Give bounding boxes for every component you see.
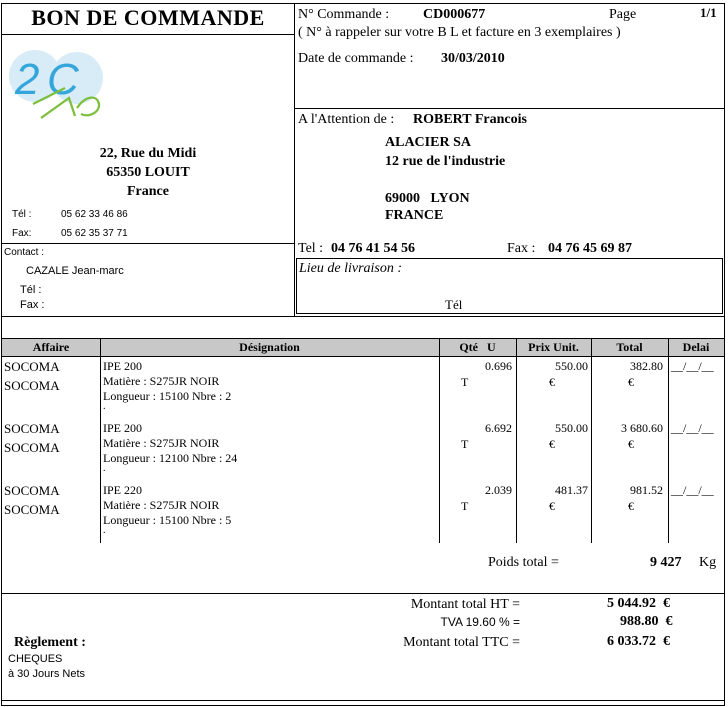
row-price-currency: €	[549, 437, 555, 451]
row-unit: T	[461, 499, 469, 513]
row-delai: __/__/__	[671, 483, 714, 497]
row-designation-1: IPE 220	[103, 483, 142, 497]
row-price-currency: €	[549, 375, 555, 389]
frame-bottom	[1, 705, 725, 706]
row-delai: __/__/__	[671, 421, 714, 435]
delivery-box	[296, 258, 723, 314]
payment-method: CHEQUES	[8, 653, 63, 665]
row-total-currency: €	[628, 499, 634, 513]
tva-value: 988.80 €	[620, 614, 673, 629]
row-designation-3: Longueur : 12100 Nbre : 24	[103, 451, 238, 465]
row-unit: T	[461, 437, 469, 451]
recipient-fax: 04 76 45 69 87	[548, 241, 632, 256]
row-delai: __/__/__	[671, 359, 714, 373]
contact-label: Contact :	[4, 247, 45, 258]
row-designation-1: IPE 200	[103, 359, 142, 373]
recipient-tel: 04 76 41 54 56	[331, 241, 415, 256]
row-affaire-2: SOCOMA	[4, 440, 60, 455]
row-affaire: SOCOMA	[4, 421, 60, 436]
table-top-line	[1, 338, 725, 339]
row-total: 382.80	[630, 359, 663, 373]
col-line-1	[100, 338, 101, 543]
company-logo	[5, 38, 110, 128]
page-number: 1/1	[700, 5, 717, 20]
order-date-label: Date de commande :	[298, 51, 414, 66]
payment-terms: à 30 Jours Nets	[8, 668, 86, 680]
attention-label: A l'Attention de :	[298, 112, 395, 127]
row-total: 3 680.60	[621, 421, 663, 435]
logo-graphic	[5, 38, 110, 128]
row-total-currency: €	[628, 437, 634, 451]
header-unit-price: Prix Unit.	[528, 340, 579, 354]
sender-tel: 05 62 33 46 86	[61, 209, 128, 220]
header-designation: Désignation	[239, 340, 300, 354]
recipient-fax-label: Fax :	[507, 241, 536, 256]
sender-tel-label: Tél :	[12, 209, 32, 220]
delivery-tel-label: Tél	[445, 297, 463, 312]
row-affaire: SOCOMA	[4, 359, 60, 374]
order-number-label: N° Commande :	[298, 7, 390, 22]
sender-address-line2: 65350 LOUIT	[106, 165, 190, 180]
sender-fax-label: Fax:	[12, 228, 32, 239]
recipient-street: 12 rue de l'industrie	[385, 154, 506, 169]
row-price: 481.37	[555, 483, 588, 497]
delivery-label: Lieu de livraison :	[299, 261, 403, 276]
weight-value: 9 427	[650, 555, 682, 570]
attention-name: ROBERT Francois	[413, 112, 527, 127]
row-designation-2: Matière : S275JR NOIR	[103, 374, 220, 388]
recipient-tel-label: Tel :	[298, 241, 324, 256]
header-vertical-divider	[294, 3, 295, 316]
row-dot: .	[103, 463, 106, 474]
order-info-divider	[294, 108, 725, 109]
tva-label: TVA 19.60 % =	[440, 615, 520, 629]
recipient-country: FRANCE	[385, 208, 444, 223]
order-date: 30/03/2010	[441, 51, 505, 66]
row-unit: T	[461, 375, 469, 389]
header-delai: Delai	[682, 340, 710, 354]
header-affaire: Affaire	[32, 340, 70, 354]
weight-unit: Kg	[699, 555, 717, 570]
header-bottom-divider	[1, 316, 725, 317]
row-affaire-2: SOCOMA	[4, 378, 60, 393]
row-affaire-2: SOCOMA	[4, 502, 60, 517]
row-designation-3: Longueur : 15100 Nbre : 2	[103, 389, 232, 403]
svg-text:2: 2	[15, 55, 40, 104]
row-price: 550.00	[555, 421, 588, 435]
contact-name: CAZALE Jean-marc	[26, 265, 124, 277]
total-ht-label: Montant total HT =	[410, 597, 520, 612]
row-designation-1: IPE 200	[103, 421, 142, 435]
total-ttc-label: Montant total TTC =	[403, 635, 520, 650]
payment-label: Règlement :	[14, 635, 86, 650]
order-note: ( N° à rappeler sur votre B L et facture en 3 exemplaires )	[298, 25, 621, 40]
page-label: Page	[609, 7, 637, 22]
totals-divider	[1, 593, 725, 594]
contact-divider	[1, 243, 295, 244]
svg-text:C: C	[47, 55, 79, 104]
contact-fax-label: Fax :	[20, 299, 45, 311]
title-divider	[1, 34, 295, 35]
sender-address-line1: 22, Rue du Midi	[99, 146, 197, 161]
header-qty-unit: Qté U	[459, 340, 496, 354]
row-qty: 0.696	[485, 359, 512, 373]
row-qty: 6.692	[485, 421, 512, 435]
row-designation-3: Longueur : 15100 Nbre : 5	[103, 513, 232, 527]
table-header-bottom	[1, 356, 725, 357]
row-affaire: SOCOMA	[4, 483, 60, 498]
header-total: Total	[616, 340, 643, 354]
row-dot: .	[103, 401, 106, 412]
document-title: BON DE COMMANDE	[31, 5, 265, 30]
sender-country: France	[127, 184, 169, 199]
row-qty: 2.039	[485, 483, 512, 497]
row-total-currency: €	[628, 375, 634, 389]
contact-tel-label: Tél :	[20, 284, 42, 296]
col-line-5	[668, 338, 669, 543]
weight-label: Poids total =	[488, 555, 559, 570]
row-designation-2: Matière : S275JR NOIR	[103, 436, 220, 450]
recipient-company: ALACIER SA	[385, 135, 471, 150]
row-price-currency: €	[549, 499, 555, 513]
total-ttc-value: 6 033.72 €	[607, 634, 670, 649]
row-total: 981.52	[630, 483, 663, 497]
row-price: 550.00	[555, 359, 588, 373]
recipient-city: 69000 LYON	[385, 191, 470, 206]
footer-line	[1, 700, 725, 701]
total-ht-value: 5 044.92 €	[607, 596, 670, 611]
sender-fax: 05 62 35 37 71	[61, 228, 128, 239]
row-dot: .	[103, 525, 106, 536]
row-designation-2: Matière : S275JR NOIR	[103, 498, 220, 512]
order-number: CD000677	[423, 7, 486, 22]
